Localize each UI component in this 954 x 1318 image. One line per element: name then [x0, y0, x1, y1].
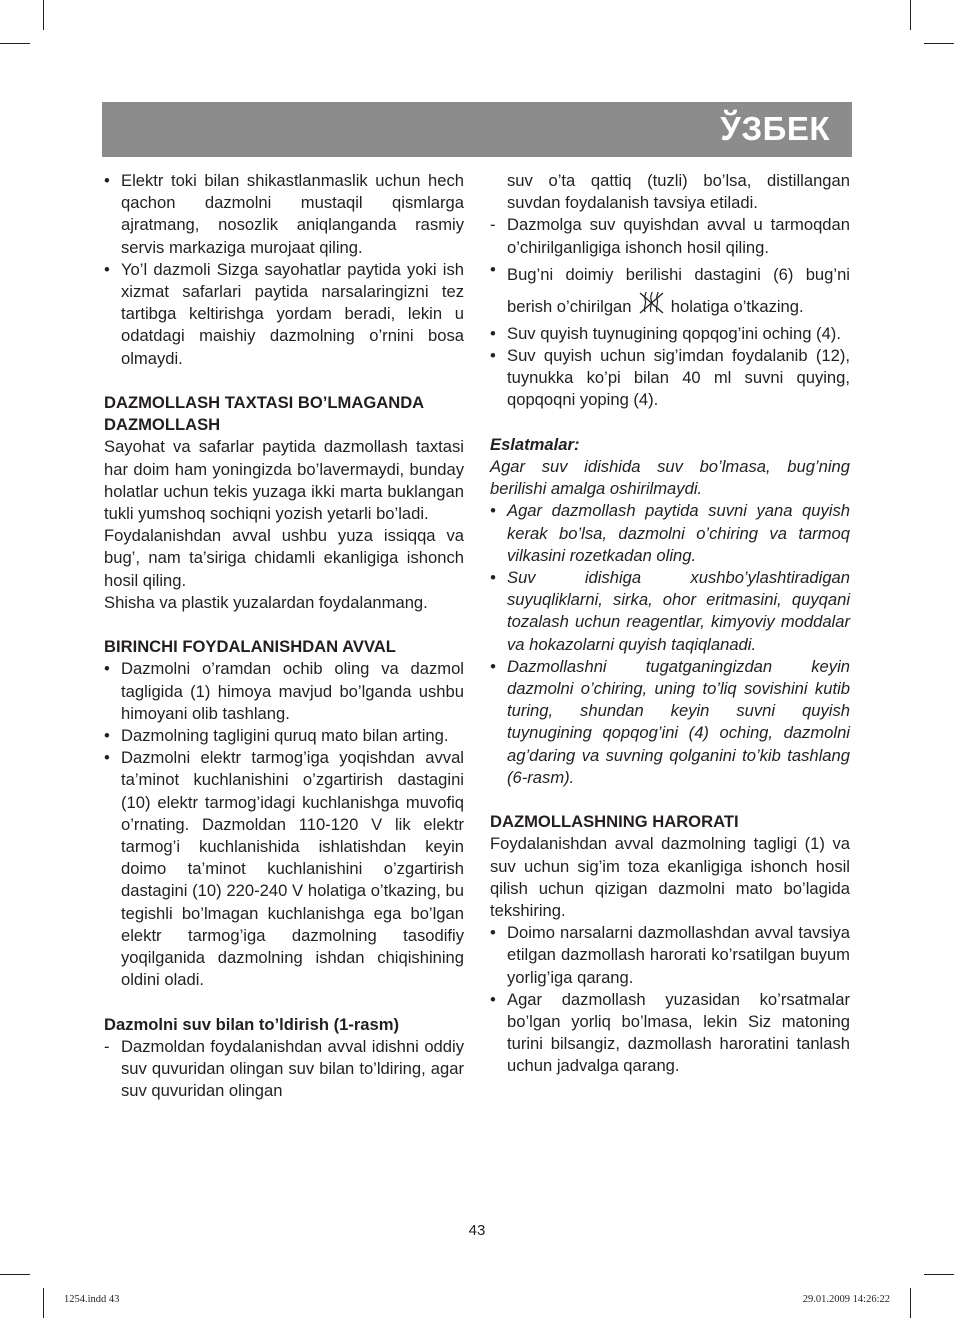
notes-heading: Eslatmalar:	[490, 434, 580, 454]
timestamp-slug: 29.01.2009 14:26:22	[802, 1294, 890, 1305]
crop-mark	[43, 1288, 44, 1318]
list-item: • Suv quyish tuynugining qopqog’ini oching (4).	[490, 323, 850, 345]
bullet-marker: •	[490, 346, 496, 366]
bullet-marker: •	[490, 501, 496, 521]
list-item: - Dazmoldan foydalanishdan avval idishni oddiy suv quvuridan olingan suv bilan to’ldiring, agar suv quvuridan olingan	[104, 1036, 464, 1101]
bullet-marker: •	[490, 259, 496, 279]
crop-mark	[0, 43, 30, 44]
list-item: • Dazmollashni tugatganingizdan keyin dazmolni o’chiring, uning to’liq sovishini kutib turing, shundan keyin suvni quyish tuynugining qopqog’ini (4) oching, dazmolni ag’daring va suvning qolganini to’kib tashlang (6-rasm).	[490, 656, 850, 787]
crop-mark	[43, 0, 44, 30]
list-item: • Doimo narsalarni dazmollashdan avval tavsiya etilgan dazmollash harorati ko’rsatilgan buyum yorlig’iga qarang.	[490, 923, 850, 987]
right-column	[490, 170, 850, 1078]
dash-marker: -	[104, 1036, 110, 1056]
bullet-marker: •	[104, 259, 110, 279]
page-number: 43	[468, 1222, 486, 1239]
list-item: • Suv quyish uchun sig’imdan foydalanib (12), tuynukka ko’pi bilan 40 ml suvni quying, qopqoqni yoping (4).	[490, 346, 850, 410]
paragraph: Shisha va plastik yuzalardan foydalanmang.	[104, 592, 428, 612]
section-heading: DAZMOLLASH TAXTASI BO’LMAGANDA DAZMOLLASH	[104, 393, 424, 435]
banner-title: ЎЗБЕК	[720, 110, 830, 147]
crop-mark	[0, 1274, 30, 1275]
bullet-marker: •	[104, 659, 110, 679]
crop-mark	[924, 43, 954, 44]
bullet-marker: •	[490, 656, 496, 676]
steam-off-icon	[636, 291, 666, 315]
language-banner	[102, 102, 852, 157]
list-item: • Dazmolning tagligini quruq mato bilan arting.	[104, 725, 464, 747]
paragraph: Sayohat va safarlar paytida dazmollash taxtasi har doim ham yoningizda bo’lavermaydi, bunday holatlar uchun tekis yuzaga ikki marta buklangan tukli yumshoq sochiqni yozish yetarli bo’ladi.	[104, 437, 464, 524]
crop-mark	[910, 1288, 911, 1318]
bullet-marker: •	[490, 323, 496, 343]
list-item: • Bug’ni doimiy berilishi dastagini (6) bug’ni berish o’chirilgan holatiga o’tkazing.	[490, 259, 850, 316]
bullet-marker: •	[490, 989, 496, 1009]
list-item: • Agar dazmollash yuzasidan ko’rsatmalar bo’lgan yorliq bo’lmasa, lekin Siz matoning turini bilsangiz, dazmollash haroratini tanlash uchun jadvalga qarang.	[490, 989, 850, 1076]
notes-intro: Agar suv idishida suv bo’lmasa, bug’ning berilishi amalga oshirilmaydi.	[490, 457, 850, 499]
list-item: - Dazmolga suv quyishdan avval u tarmoqdan o’chirilganligiga ishonch hosil qiling.	[490, 215, 850, 257]
list-item: • Suv idishiga xushbo’ylashtiradigan suyuqliklarni, sirka, ohor eritmasini, quyqani tozalash uchun reagentlar, kimyoviy moddalar va hokazolarni quyish taqiqlanadi.	[490, 568, 850, 654]
list-item: • Dazmolni o’ramdan ochib oling va dazmol tagligida (1) himoya mavjud bo’lganda ushbu himoyani olib tashlang.	[104, 659, 464, 723]
list-item: • Yo’l dazmoli Sizga sayohatlar paytida yoki ish xizmat safarlari paytida narsalaringizni tez tartibga keltirishga yordam beradi, lekin u odatdagi maishiy dazmolning o’rnini bosa olmaydi.	[104, 259, 464, 368]
bullet-marker: •	[490, 923, 496, 943]
crop-mark	[910, 0, 911, 30]
paragraph: Foydalanishdan avval ushbu yuza issiqqa va bug’, nam ta’siriga chidamli ekanligiga ishonch hosil qiling.	[104, 526, 464, 590]
bullet-marker: •	[104, 171, 110, 190]
crop-mark	[924, 1274, 954, 1275]
bullet-marker: •	[104, 748, 110, 768]
dash-marker: -	[490, 215, 496, 235]
section-heading: DAZMOLLASHNING HARORATI	[490, 812, 739, 832]
paragraph: suv o’ta qattiq (tuzli) bo’lsa, distillangan suvdan foydalanish tavsiya etiladi.	[507, 171, 850, 213]
bullet-marker: •	[104, 726, 110, 746]
list-item: • Elektr toki bilan shikastlanmaslik uchun hech qachon dazmolni mustaqil qismlarga ajratmang, nosozlik aniqlanganda rasmiy servis markaziga murojaat qiling.	[104, 171, 464, 257]
list-item: • Agar dazmollash paytida suvni yana quyish kerak bo’lsa, dazmolni o’chiring va tarmoq vilkasini rozetkadan oling.	[490, 501, 850, 565]
section-heading: Dazmolni suv bilan to’ldirish (1-rasm)	[104, 1014, 400, 1034]
file-slug: 1254.indd 43	[64, 1294, 120, 1305]
list-item: • Dazmolni elektr tarmog’iga yoqishdan avval ta’minot kuchlanishini o’zgartirish dastagini (10) elektr tarmog’idagi kuchlanishga muvofiq o’rnating. Dazmoldan 110-120 V lik elektr tarmog’i kuchlanishida ishlatishdan keyin doimo ta’minot kuchlanishini o’zgartirish dastagini (10) 220-240 V holatiga o’tkazing, bu tegishli bo’lmagan kuchlanishga ega bo’lgan elektr tarmog’iga dazmolning tasodifiy yoqilganida dazmolning ishdan chiqishining oldini oladi.	[104, 748, 464, 990]
section-heading: BIRINCHI FOYDALANISHDAN AVVAL	[104, 637, 396, 657]
left-column	[104, 170, 464, 1102]
paragraph: Foydalanishdan avval dazmolning tagligi (1) va suv uchun sig’im toza ekanligiga ishonch hosil qilish uchun qizigan dazmolni mato bo’lagida tekshiring.	[490, 834, 850, 921]
bullet-marker: •	[490, 568, 496, 588]
